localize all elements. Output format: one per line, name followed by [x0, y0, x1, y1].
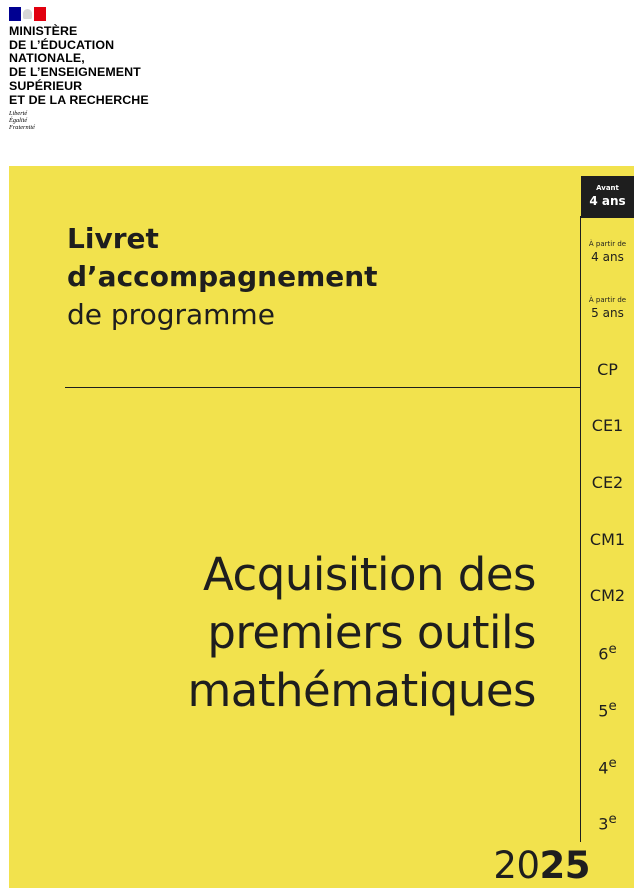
level-tab: [581, 530, 634, 549]
level-label: CE1: [591, 416, 624, 435]
level-label: CM1: [589, 530, 626, 549]
subtitle-line-1: Livret: [67, 222, 159, 255]
level-tab: [581, 586, 634, 605]
level-prefix: À partir de: [588, 296, 627, 304]
ministry-line: DE L’ENSEIGNEMENT: [9, 65, 141, 80]
level-prefix: À partir de: [588, 240, 627, 248]
cover-panel: [9, 166, 634, 888]
level-label: 5: [598, 701, 609, 721]
title-line-1: Acquisition des: [203, 548, 536, 601]
level-tab: [581, 360, 634, 379]
level-tab: [581, 296, 634, 321]
level-label: 6: [598, 644, 609, 664]
level-label: 4 ans: [591, 250, 624, 264]
level-label: CP: [597, 360, 618, 379]
level-tab: [581, 473, 634, 492]
motto-line: Liberté: [9, 110, 28, 118]
level-label: CM2: [589, 586, 626, 605]
level-suffix: e: [608, 699, 617, 714]
level-tab-active: [581, 176, 634, 218]
level-tab: [581, 642, 634, 663]
level-label: 5 ans: [591, 306, 624, 320]
flag-white: [21, 7, 33, 21]
subtitle-line-2: d’accompagnement: [67, 260, 378, 293]
ministry-logo: [9, 7, 209, 131]
level-tab: [581, 416, 634, 435]
level-suffix: e: [608, 812, 617, 827]
title-line-3: mathématiques: [187, 664, 536, 717]
motto-line: Fraternité: [9, 124, 35, 132]
ministry-line: ET DE LA RECHERCHE: [9, 92, 149, 107]
flag-red: [34, 7, 46, 21]
flag-blue: [9, 7, 21, 21]
level-tab: [581, 699, 634, 720]
motto-line: Égalité: [9, 117, 28, 125]
level-tab: [581, 756, 634, 777]
ministry-line: SUPÉRIEUR: [9, 78, 83, 93]
ministry-line: NATIONALE,: [9, 51, 85, 66]
ministry-name: [9, 25, 209, 107]
level-prefix: Avant: [596, 184, 619, 192]
french-flag-icon: [9, 7, 46, 21]
level-tab: [581, 812, 634, 833]
horizontal-divider: [65, 387, 581, 388]
level-tab: [581, 240, 634, 265]
year-prefix: 20: [493, 844, 540, 887]
ministry-line: MINISTÈRE: [9, 24, 78, 38]
subtitle-line-3: de programme: [67, 298, 275, 331]
publication-year: [493, 845, 590, 887]
title-line-2: premiers outils: [207, 606, 536, 659]
marianne-icon: [23, 9, 32, 19]
booklet-subtitle: [67, 220, 378, 334]
level-label: 4: [598, 758, 609, 778]
level-suffix: e: [608, 642, 617, 657]
republic-motto: [9, 110, 209, 131]
year-suffix: 25: [539, 844, 590, 887]
document-title: [187, 546, 536, 720]
level-tabs: [581, 166, 634, 842]
level-label: 3: [598, 814, 609, 834]
level-label: 4 ans: [589, 194, 626, 208]
ministry-line: DE L’ÉDUCATION: [9, 37, 115, 52]
level-suffix: e: [608, 756, 617, 771]
level-label: CE2: [591, 473, 624, 492]
